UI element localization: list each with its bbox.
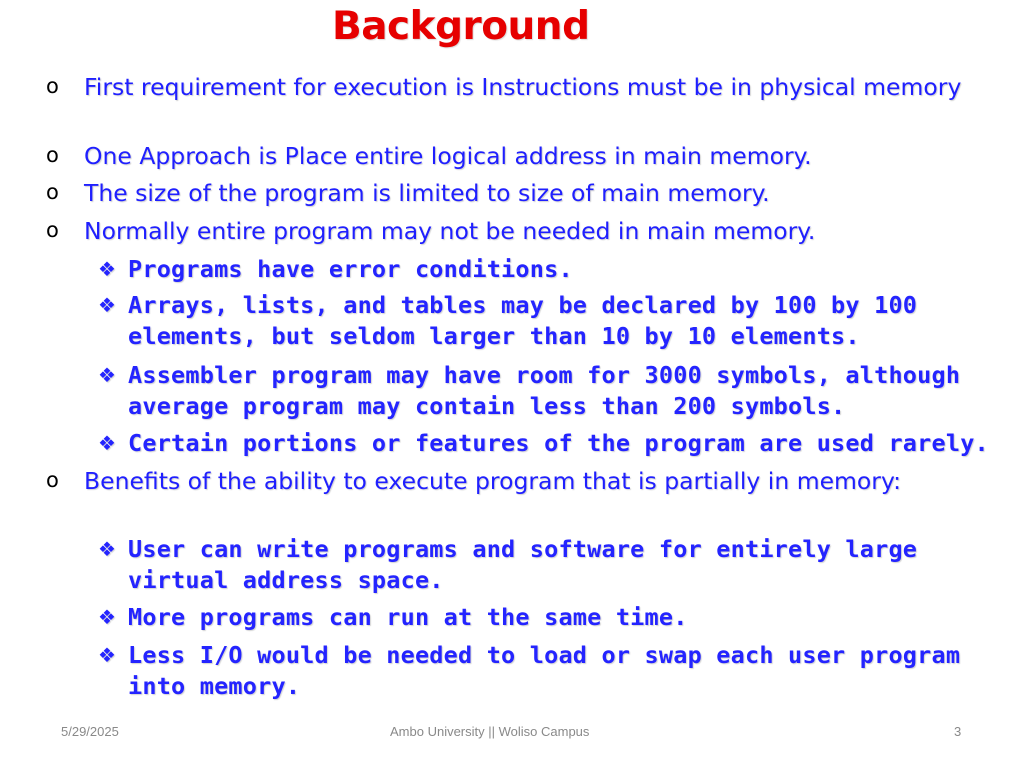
bullet-marker: o <box>46 468 59 492</box>
sub-bullet-item <box>98 640 1008 702</box>
sub-bullet-text: Less I/O would be needed to load or swap each user program into memory. <box>128 641 961 700</box>
sub-bullet-text: Assembler program may have room for 3000 symbols, although average program may contain less than 200 symbols. <box>128 361 961 420</box>
bullet-text: Normally entire program may not be needed in main memory. <box>84 217 816 245</box>
diamond-icon: ❖ <box>98 257 117 281</box>
sub-bullet-item <box>98 254 1008 285</box>
footer-center: Ambo University || Woliso Campus <box>390 724 590 739</box>
sub-bullet-item <box>98 534 1008 596</box>
bullet-item <box>46 141 986 172</box>
bullet-marker: o <box>46 74 59 98</box>
bullet-text: One Approach is Place entire logical address in main memory. <box>84 142 812 170</box>
bullet-marker: o <box>46 143 59 167</box>
sub-bullet-item <box>98 428 1008 459</box>
diamond-icon: ❖ <box>98 537 117 561</box>
diamond-icon: ❖ <box>98 643 117 667</box>
bullet-item <box>46 466 986 497</box>
bullet-item <box>46 72 986 103</box>
diamond-icon: ❖ <box>98 431 117 455</box>
bullet-item <box>46 216 986 247</box>
slide-title: Background <box>332 4 590 49</box>
diamond-icon: ❖ <box>98 293 117 317</box>
sub-bullet-item <box>98 290 1008 352</box>
bullet-text: The size of the program is limited to size of main memory. <box>84 179 770 207</box>
bullet-marker: o <box>46 180 59 204</box>
bullet-marker: o <box>46 218 59 242</box>
sub-bullet-item <box>98 360 1008 422</box>
diamond-icon: ❖ <box>98 605 117 629</box>
footer-date: 5/29/2025 <box>61 724 119 739</box>
footer-page-number: 3 <box>954 724 962 739</box>
sub-bullet-text: Certain portions or features of the program are used rarely. <box>128 429 989 457</box>
bullet-item <box>46 178 986 209</box>
diamond-icon: ❖ <box>98 363 117 387</box>
sub-bullet-text: More programs can run at the same time. <box>128 603 688 631</box>
sub-bullet-item <box>98 602 1008 633</box>
bullet-text: First requirement for execution is Instructions must be in physical memory <box>84 73 962 101</box>
sub-bullet-text: Arrays, lists, and tables may be declared by 100 by 100 elements, but seldom larger than 10 by 10 elements. <box>128 291 918 350</box>
sub-bullet-text: User can write programs and software for entirely large virtual address space. <box>128 535 918 594</box>
sub-bullet-text: Programs have error conditions. <box>128 255 573 283</box>
bullet-text: Benefits of the ability to execute program that is partially in memory: <box>84 467 902 495</box>
